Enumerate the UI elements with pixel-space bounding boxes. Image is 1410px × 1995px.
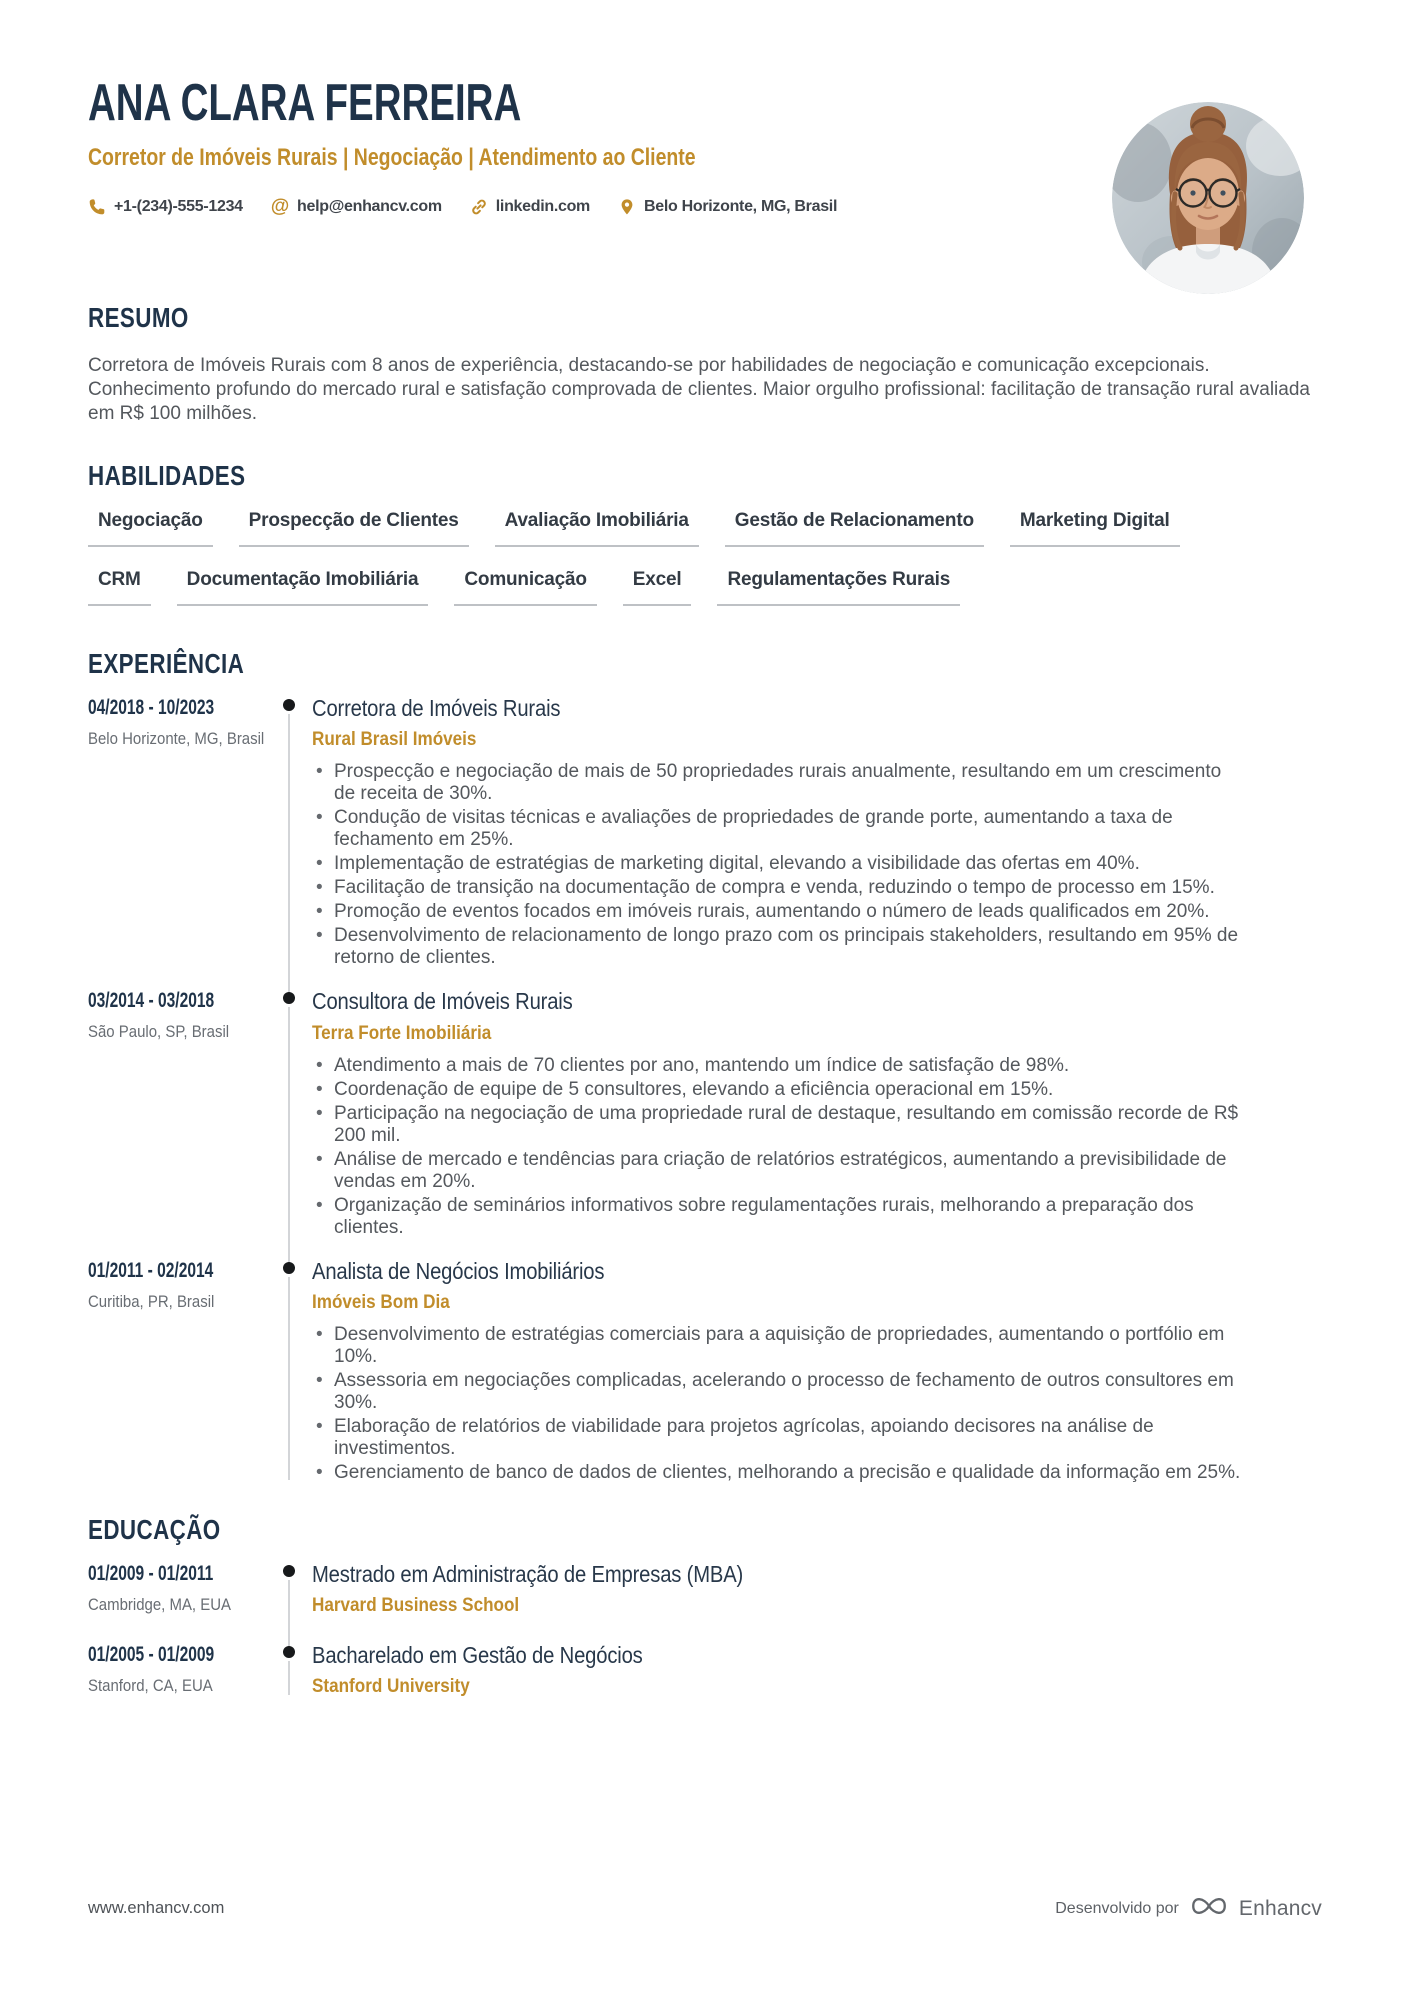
job-dates: 04/2018 - 10/2023 bbox=[88, 696, 215, 720]
job-entry bbox=[88, 989, 1322, 1240]
job-title: Consultora de Imóveis Rurais bbox=[312, 988, 573, 1015]
job-bullets bbox=[312, 1324, 1322, 1484]
job-company: Terra Forte Imobiliária bbox=[312, 1022, 492, 1044]
headline: Corretor de Imóveis Rurais | Negociação | Atendimento ao Cliente bbox=[88, 143, 696, 171]
timeline bbox=[266, 1643, 312, 1698]
timeline bbox=[266, 989, 312, 1240]
timeline bbox=[266, 696, 312, 971]
skill-tag: Negociação bbox=[88, 510, 213, 547]
job-bullet: • Atendimento a mais de 70 clientes por ano, mantendo um índice de satisfação de 98%. bbox=[312, 1055, 1247, 1077]
location-contact bbox=[618, 198, 837, 216]
link-icon bbox=[470, 198, 488, 216]
phone-number: +1-(234)-555-1234 bbox=[114, 197, 243, 215]
resumo-text: Corretora de Imóveis Rurais com 8 anos de experiência, destacando-se por habilidades de negociação e comunicação excepcionais. Conhecimento profundo do mercado rural e satisfação comprovada de clientes. Maior orgulho profissional: facilitação de transação rural avaliada em R$ 100 milhões. bbox=[88, 355, 1310, 425]
education-meta bbox=[88, 1562, 266, 1617]
education-entry bbox=[88, 1643, 1322, 1698]
education-meta bbox=[88, 1643, 266, 1698]
skills-row-1 bbox=[88, 510, 1322, 547]
degree-title: Mestrado em Administração de Empresas (MBA) bbox=[312, 1560, 744, 1587]
education-dates: 01/2009 - 01/2011 bbox=[88, 1561, 214, 1585]
email-address: help@enhancv.com bbox=[297, 197, 442, 215]
linkedin-url: linkedin.com bbox=[495, 197, 590, 215]
skills-row-2 bbox=[88, 569, 1322, 606]
job-company: Imóveis Bom Dia bbox=[312, 1291, 450, 1313]
educacao-heading: EDUCAÇÃO bbox=[88, 1513, 221, 1545]
timeline-dot bbox=[283, 992, 295, 1004]
job-bullet: • Coordenação de equipe de 5 consultores, elevando a eficiência operacional em 15%. bbox=[312, 1079, 1247, 1101]
timeline bbox=[266, 1562, 312, 1617]
timeline-dot bbox=[283, 1565, 295, 1577]
section-habilidades bbox=[88, 462, 1322, 606]
powered-by bbox=[1055, 1892, 1322, 1925]
job-content bbox=[312, 989, 1322, 1240]
header bbox=[88, 74, 1322, 218]
job-title: Corretora de Imóveis Rurais bbox=[312, 695, 561, 722]
job-bullet: • Desenvolvimento de estratégias comerciais para a aquisição de propriedades, aumentando o portfólio em 10%. bbox=[312, 1324, 1247, 1368]
job-location: São Paulo, SP, Brasil bbox=[88, 1022, 230, 1042]
job-bullet: • Análise de mercado e tendências para criação de relatórios estratégicos, aumentando a previsibilidade de vendas em 20%. bbox=[312, 1149, 1247, 1193]
job-dates: 03/2014 - 03/2018 bbox=[88, 989, 215, 1013]
skill-tag: Marketing Digital bbox=[1010, 510, 1180, 547]
job-bullet: • Gerenciamento de banco de dados de clientes, melhorando a precisão e qualidade da informação em 25%. bbox=[312, 1462, 1247, 1484]
job-location: Curitiba, PR, Brasil bbox=[88, 1291, 215, 1311]
school-name: Stanford University bbox=[312, 1676, 470, 1698]
skill-tag: Avaliação Imobiliária bbox=[495, 510, 699, 547]
powered-by-label: Desenvolvido por bbox=[1055, 1899, 1179, 1917]
enhancv-logo-icon bbox=[1189, 1892, 1229, 1925]
skill-tag: Documentação Imobiliária bbox=[177, 569, 429, 606]
profile-photo bbox=[1112, 102, 1304, 294]
skill-tag: Excel bbox=[623, 569, 692, 606]
habilidades-heading: HABILIDADES bbox=[88, 460, 246, 492]
job-company: Rural Brasil Imóveis bbox=[312, 729, 477, 751]
education-entry bbox=[88, 1562, 1322, 1617]
degree-title: Bacharelado em Gestão de Negócios bbox=[312, 1641, 643, 1668]
linkedin-contact[interactable] bbox=[470, 198, 590, 216]
job-bullet: • Promoção de eventos focados em imóveis rurais, aumentando o número de leads qualificados em 20%. bbox=[312, 901, 1247, 923]
at-icon: @ bbox=[270, 196, 290, 218]
skill-tag: Comunicação bbox=[454, 569, 596, 606]
skill-tag: Prospecção de Clientes bbox=[239, 510, 469, 547]
job-meta bbox=[88, 989, 266, 1240]
phone-contact[interactable] bbox=[88, 198, 243, 216]
skill-tag: Regulamentações Rurais bbox=[717, 569, 960, 606]
email-contact[interactable] bbox=[271, 197, 442, 216]
footer bbox=[88, 1892, 1322, 1925]
job-bullet: • Prospecção e negociação de mais de 50 propriedades rurais anualmente, resultando em um crescimento de receita de 30%. bbox=[312, 761, 1247, 805]
location-pin-icon bbox=[618, 198, 636, 216]
job-entry bbox=[88, 696, 1322, 971]
job-bullet: • Elaboração de relatórios de viabilidade para projetos agrícolas, apoiando decisores na análise de investimentos. bbox=[312, 1416, 1247, 1460]
job-content bbox=[312, 696, 1322, 971]
job-bullet: • Organização de seminários informativos sobre regulamentações rurais, melhorando a preparação dos clientes. bbox=[312, 1195, 1247, 1239]
website-link[interactable]: www.enhancv.com bbox=[88, 1899, 225, 1917]
job-bullet: • Implementação de estratégias de marketing digital, elevando a visibilidade das ofertas em 40%. bbox=[312, 853, 1247, 875]
brand-name[interactable]: Enhancv bbox=[1238, 1896, 1322, 1920]
job-location: Belo Horizonte, MG, Brasil bbox=[88, 729, 265, 749]
job-meta bbox=[88, 696, 266, 971]
section-experiencia bbox=[88, 650, 1322, 1486]
education-dates: 01/2005 - 01/2009 bbox=[88, 1642, 215, 1666]
job-entry bbox=[88, 1259, 1322, 1486]
job-meta bbox=[88, 1259, 266, 1486]
experiencia-heading: EXPERIÊNCIA bbox=[88, 648, 245, 680]
timeline bbox=[266, 1259, 312, 1486]
education-content bbox=[312, 1562, 1322, 1617]
name: ANA CLARA FERREIRA bbox=[88, 74, 522, 132]
job-bullet: • Participação na negociação de uma propriedade rural de destaque, resultando em comissão recorde de R$ 200 mil. bbox=[312, 1103, 1247, 1147]
resumo-heading: RESUMO bbox=[88, 302, 189, 334]
timeline-dot bbox=[283, 699, 295, 711]
job-bullets bbox=[312, 761, 1322, 969]
skill-tag: Gestão de Relacionamento bbox=[725, 510, 984, 547]
job-bullet: • Desenvolvimento de relacionamento de longo prazo com os principais stakeholders, resultando em 95% de retorno de clientes. bbox=[312, 925, 1247, 969]
location-text: Belo Horizonte, MG, Brasil bbox=[643, 197, 838, 215]
job-bullets bbox=[312, 1055, 1322, 1239]
phone-icon bbox=[88, 198, 106, 216]
job-bullet: • Facilitação de transição na documentação de compra e venda, reduzindo o tempo de processo em 15%. bbox=[312, 877, 1247, 899]
job-bullet: • Condução de visitas técnicas e avaliações de propriedades de grande porte, aumentando a taxa de fechamento em 25%. bbox=[312, 807, 1247, 851]
job-dates: 01/2011 - 02/2014 bbox=[88, 1258, 214, 1282]
job-title: Analista de Negócios Imobiliários bbox=[312, 1257, 605, 1284]
timeline-dot bbox=[283, 1646, 295, 1658]
education-location: Cambridge, MA, EUA bbox=[88, 1594, 231, 1614]
section-educacao bbox=[88, 1513, 1322, 1698]
school-name: Harvard Business School bbox=[312, 1595, 520, 1617]
education-location: Stanford, CA, EUA bbox=[88, 1676, 213, 1696]
skill-tag: CRM bbox=[88, 569, 151, 606]
timeline-dot bbox=[283, 1262, 295, 1274]
job-content bbox=[312, 1259, 1322, 1486]
education-content bbox=[312, 1643, 1322, 1698]
section-resumo bbox=[88, 304, 1322, 426]
job-bullet: • Assessoria em negociações complicadas, acelerando o processo de fechamento de outros consultores em 30%. bbox=[312, 1370, 1247, 1414]
